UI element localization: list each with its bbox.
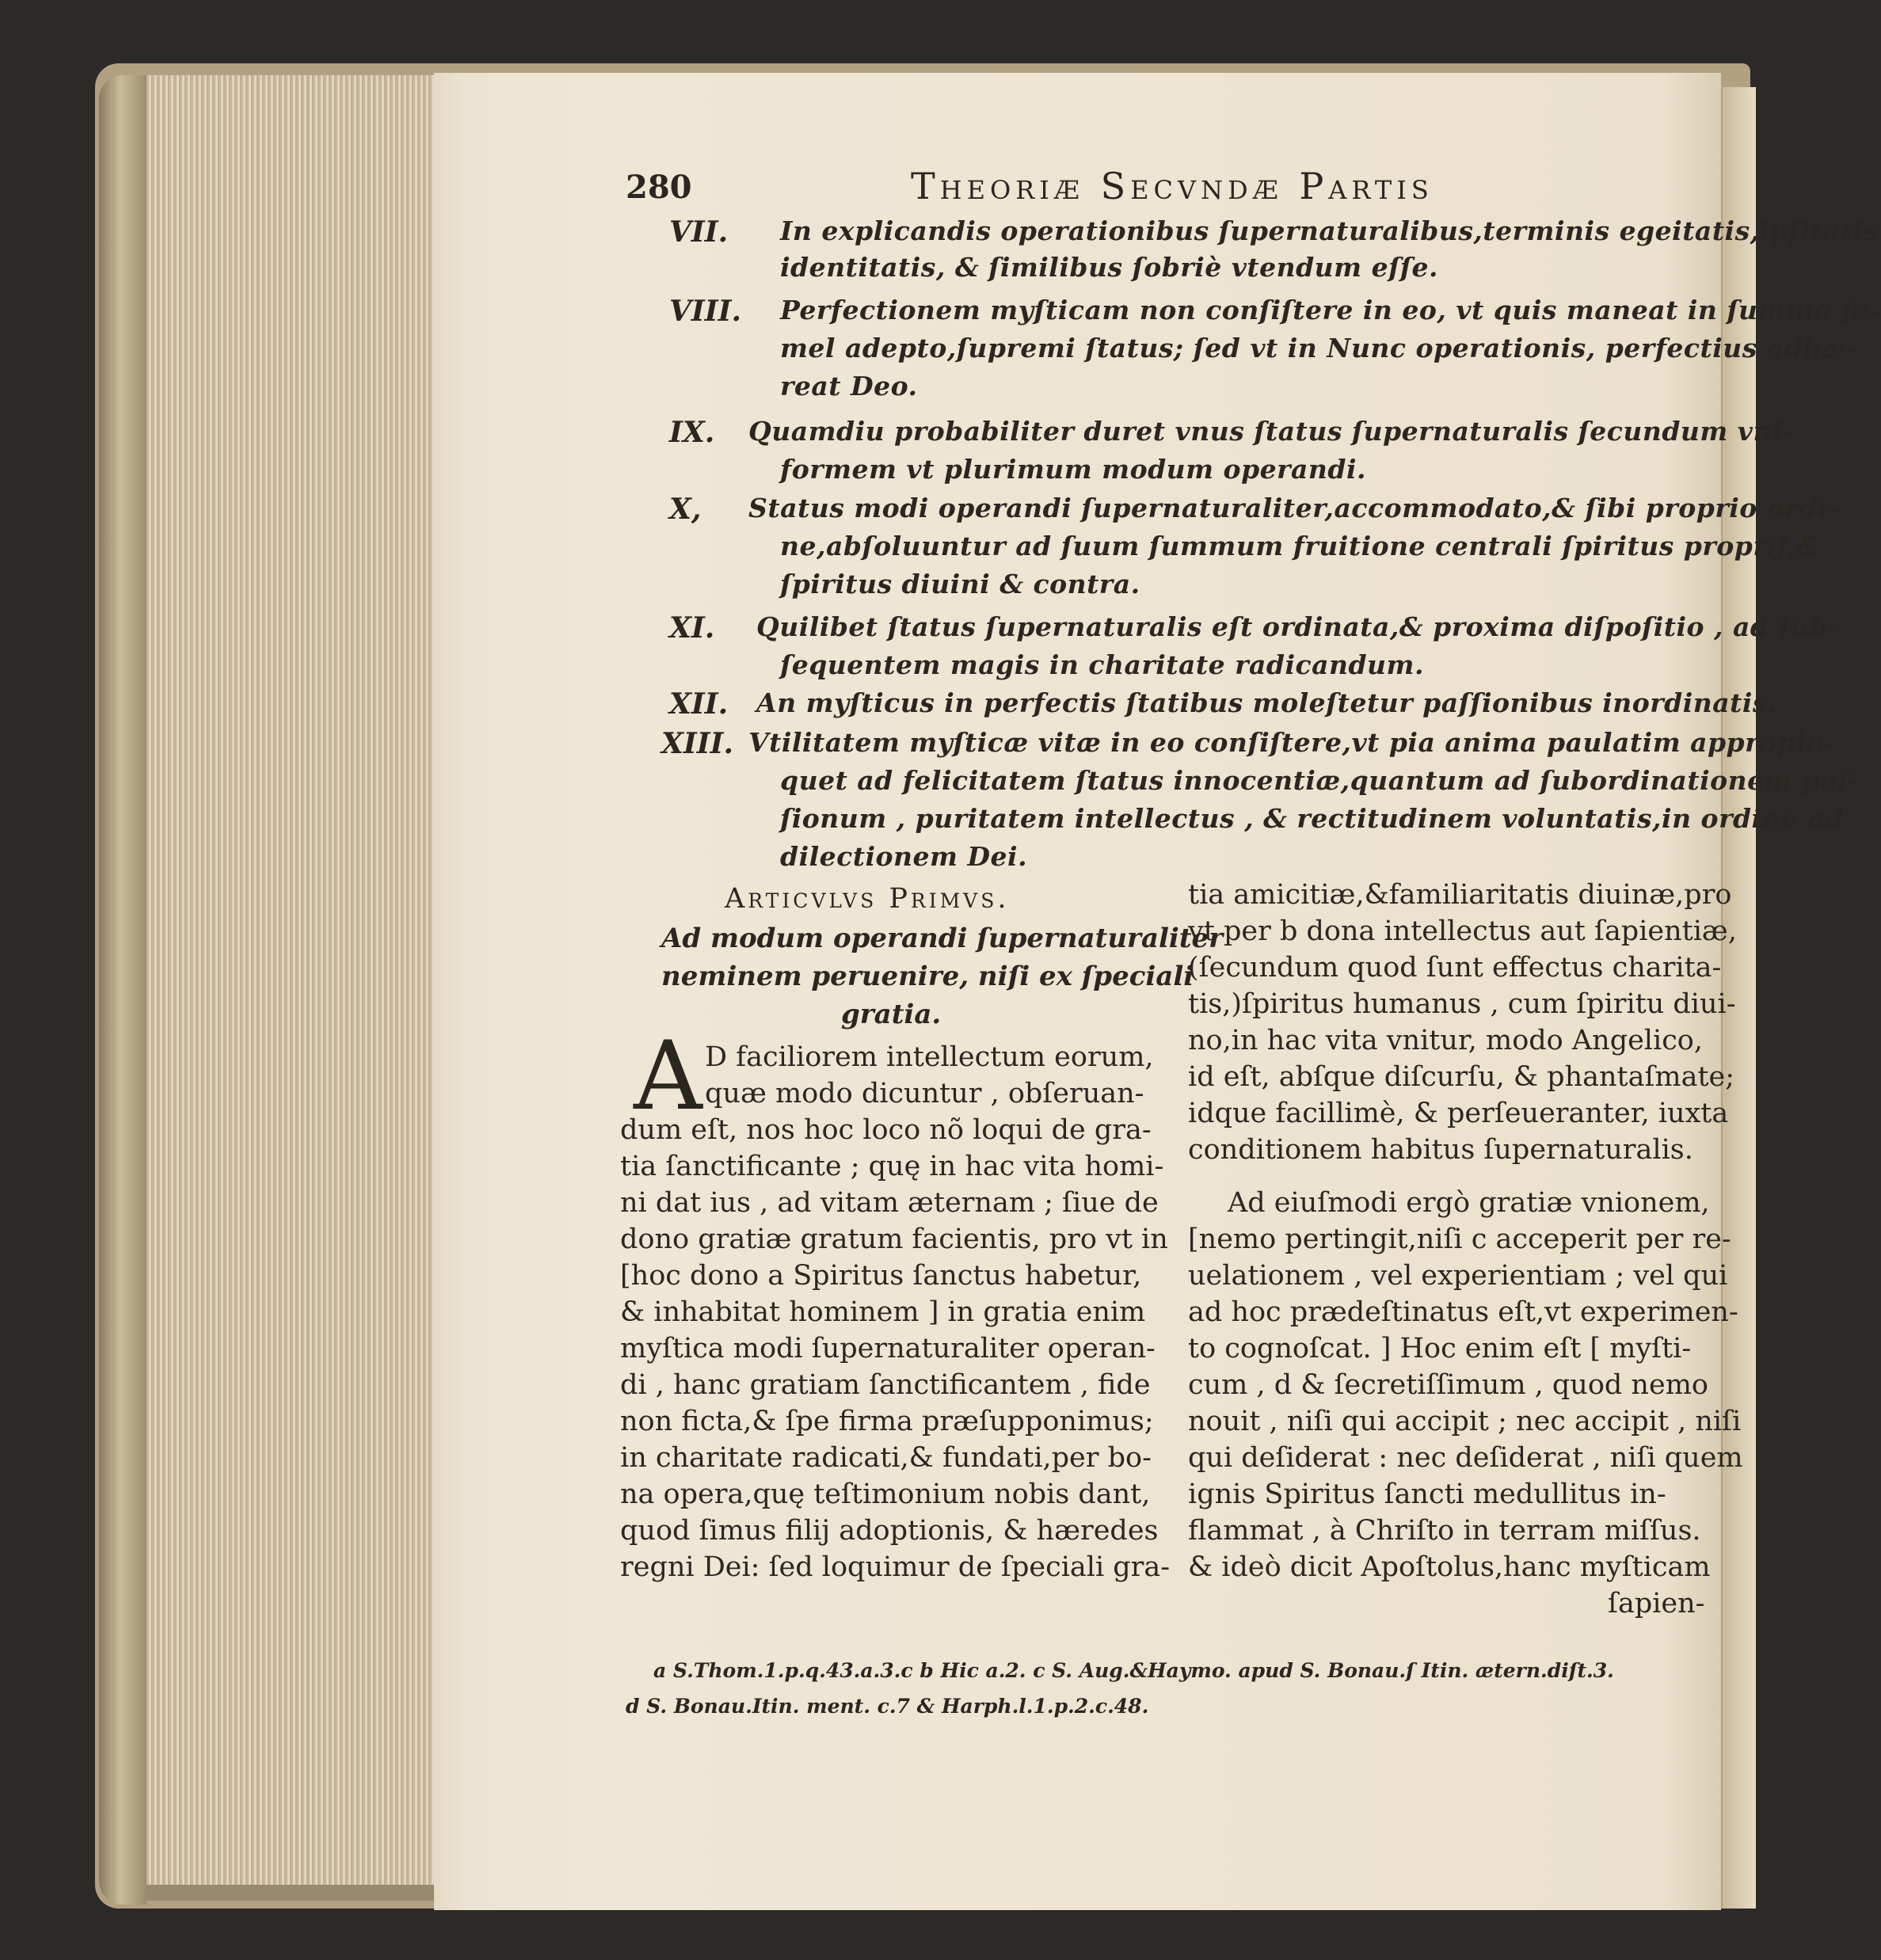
body-line: non ficta,& ſpe firma præſupponimus; [620, 1406, 1154, 1437]
body-line: D faciliorem intellectum eorum, [705, 1041, 1154, 1073]
body-line: [hoc dono a Spiritus ſanctus habetur, [620, 1260, 1142, 1292]
thesis-line: Status modi operandi ſupernaturaliter,accommodato,& ſibi proprio ordi- [748, 493, 1839, 523]
body-line: nouit , niſi qui accipit ; nec accipit , niſi [1188, 1406, 1742, 1437]
body-line: ni dat ius , ad vitam æternam ; ſiue de [620, 1187, 1159, 1219]
body-line: Ad eiuſmodi ergò gratiæ vnionem, [1228, 1187, 1710, 1219]
body-line: id eſt, abſque diſcurſu, & phantaſmate; [1188, 1061, 1735, 1093]
thesis-number: VIII. [669, 295, 741, 328]
thesis-number: VII. [669, 215, 729, 249]
body-line: quæ modo dicuntur , obſeruan- [705, 1078, 1144, 1109]
thesis-line: An myſticus in perfectis ſtatibus moleſtetur paſſionibus inordinatis. [756, 687, 1777, 718]
thesis-line: quet ad felicitatem ſtatus innocentiæ,quantum ad ſubordinationem paſ- [780, 765, 1861, 796]
body-line: na opera,quę teſtimonium nobis dant, [620, 1479, 1151, 1510]
footnote-line: a S.Thom.1.p.q.43.a.3.c b Hic a.2. c S. Aug.&Haymo. apud S. Bonau.ſ Itin. ætern.diſt.3. [653, 1659, 1614, 1682]
thesis-line: mel adepto,ſupremi ſtatus; ſed vt in Nunc operationis, perfectius adhæ- [780, 333, 1859, 363]
body-line: vt per b dona intellectus aut ſapientiæ, [1188, 915, 1737, 947]
body-line: flammat , à Chriſto in terram miſſus. [1188, 1515, 1701, 1547]
body-line: (ſecundum quod ſunt effectus charita- [1188, 952, 1722, 984]
body-line: tis,)ſpiritus humanus , cum ſpiritu diui- [1188, 988, 1736, 1020]
book-spine [99, 75, 147, 1905]
thesis-line: In explicandis operationibus ſupernaturalibus,terminis egeitatis,ipſitatis [780, 215, 1879, 246]
article-subtitle: neminem peruenire, niſi ex ſpeciali [661, 961, 1194, 992]
page-edges [147, 75, 436, 1897]
thesis-line: Vtilitatem myſticæ vitæ in eo conſiſtere,vt pia anima paulatim appropin- [748, 727, 1837, 758]
body-line: & ideò dicit Apoſtolus,hanc myſticam [1188, 1551, 1711, 1583]
body-line: ad hoc prædeſtinatus eſt,vt experimen- [1188, 1296, 1738, 1328]
body-line: qui deſiderat : nec deſiderat , niſi quem [1188, 1442, 1743, 1474]
body-line: uelationem , vel experientiam ; vel qui [1188, 1260, 1728, 1292]
body-line: idque facillimè, & perſeueranter, iuxta [1188, 1098, 1729, 1129]
thesis-line: formem vt plurimum modum operandi. [780, 454, 1367, 485]
thesis-number: XIII. [661, 727, 733, 760]
body-line: regni Dei: ſed loquimur de ſpeciali gra- [620, 1551, 1171, 1583]
thesis-number: XI. [669, 611, 715, 645]
thesis-line: identitatis, & ſimilibus ſobriè vtendum eſſe. [780, 252, 1438, 283]
thesis-line: reat Deo. [780, 371, 918, 402]
thesis-line: ſequentem magis in charitate radicandum. [780, 649, 1424, 680]
article-heading: Articvlvs Primvs. [725, 883, 1010, 915]
body-line: conditionem habitus ſupernaturalis. [1188, 1134, 1693, 1166]
thesis-line: dilectionem Dei. [780, 841, 1028, 872]
thesis-line: Perfectionem myſticam non conſiſtere in eo, vt quis maneat in ſummo ſe- [780, 295, 1881, 325]
page-edges-shadow [147, 1885, 436, 1901]
thesis-line: ne,abſoluuntur ad ſuum ſummum fruitione centrali ſpiritus proprij,& [780, 531, 1821, 561]
body-line: di , hanc gratiam ſanctificantem , fide [620, 1369, 1151, 1401]
thesis-line: Quilibet ſtatus ſupernaturalis eſt ordinata,& proxima diſpoſitio , ad ſub- [756, 611, 1840, 642]
body-line: to cognoſcat. ] Hoc enim eſt [ myſti- [1188, 1333, 1692, 1364]
body-line: quod ſimus filij adoptionis, & hæredes [620, 1515, 1159, 1547]
catchword: ſapien- [1608, 1588, 1705, 1619]
article-subtitle: Ad modum operandi ſupernaturaliter [661, 923, 1224, 954]
body-line: no,in hac vita vnitur, modo Angelico, [1188, 1025, 1703, 1056]
running-head: Theoriæ Secvndæ Partis [911, 165, 1434, 207]
body-line: ignis Spiritus ſancti medullitus in- [1188, 1479, 1666, 1510]
body-line: dum eſt, nos hoc loco nõ loqui de gra- [620, 1114, 1152, 1146]
body-line: tia ſanctificante ; quę in hac vita homi- [620, 1151, 1164, 1182]
thesis-line: ſionum , puritatem intellectus , & rectitudinem voluntatis,in ordine ad [780, 803, 1844, 834]
thesis-number: IX. [669, 416, 715, 449]
article-subtitle: gratia. [841, 999, 942, 1030]
page-number: 280 [626, 169, 692, 206]
drop-cap: A [634, 1022, 703, 1132]
body-line: tia amicitiæ,&familiaritatis diuinæ,pro [1188, 879, 1732, 911]
thesis-line: ſpiritus diuini & contra. [780, 569, 1140, 599]
body-line: cum , d & ſecretiſſimum , quod nemo [1188, 1369, 1708, 1401]
thesis-line: Quamdiu probabiliter duret vnus ſtatus ſupernaturalis ſecundum vni- [748, 416, 1795, 447]
thesis-number: XII. [669, 687, 729, 721]
body-line: myſtica modi ſupernaturaliter operan- [620, 1333, 1156, 1364]
body-line: in charitate radicati,& fundati,per bo- [620, 1442, 1152, 1474]
body-line: dono gratiæ gratum facientis, pro vt in [620, 1224, 1168, 1255]
body-line: [nemo pertingit,niſi c acceperit per re- [1188, 1224, 1731, 1255]
footnote-line: d S. Bonau.Itin. ment. c.7 & Harph.l.1.p.2.c.48. [626, 1695, 1149, 1718]
thesis-number: X, [669, 493, 702, 526]
body-line: & inhabitat hominem ] in gratia enim [620, 1296, 1146, 1328]
